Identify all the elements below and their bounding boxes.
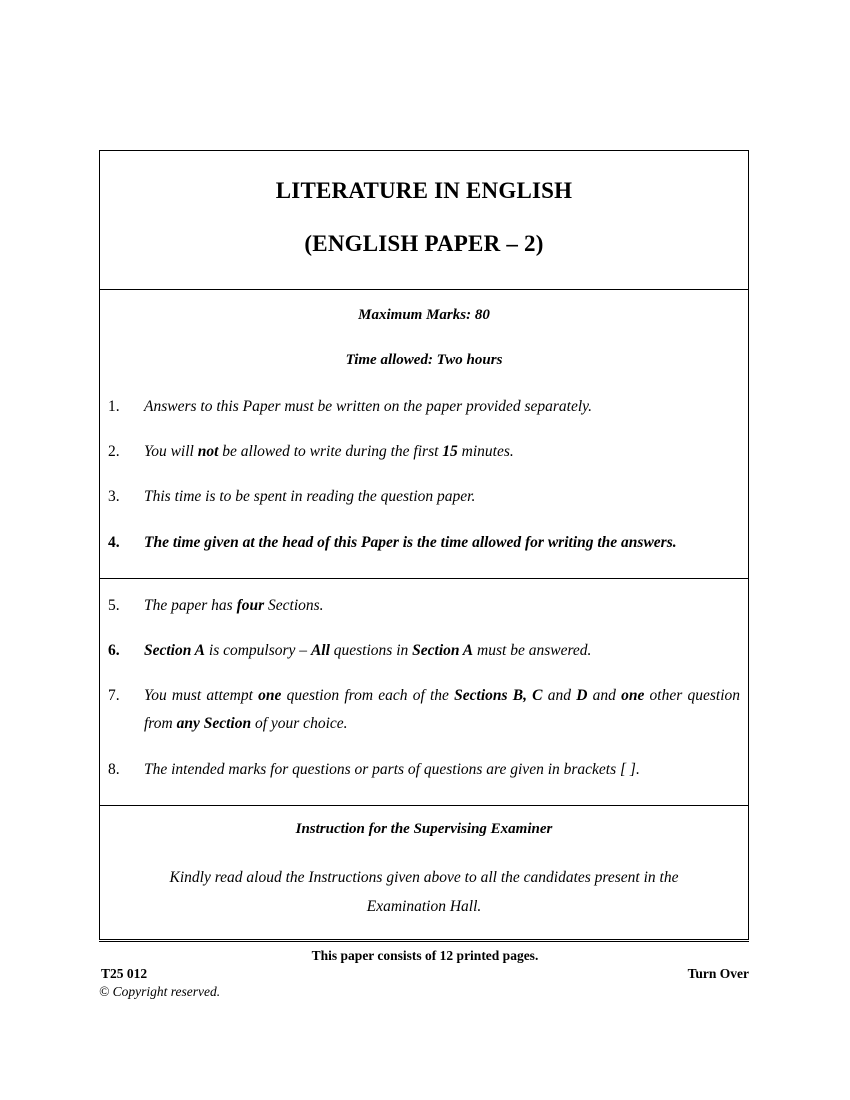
instruction-number: 6. (108, 642, 120, 659)
instruction-text: You will not be allowed to write during the first 15 minutes. (144, 443, 514, 460)
supervisor-section (100, 805, 748, 941)
instruction-number: 7. (108, 687, 120, 704)
instruction-number: 4. (108, 534, 120, 551)
instruction-text: The paper has four Sections. (144, 597, 324, 614)
paper-title: LITERATURE IN ENGLISH (275, 178, 573, 203)
maximum-marks: Maximum Marks: 80 (358, 307, 490, 323)
instruction-number: 8. (108, 761, 120, 778)
supervisor-instruction: Kindly read aloud the Instructions given above to all the candidates present in the Examination Hall. (169, 869, 679, 915)
instruction-text: The intended marks for questions or parts of questions are given in brackets [ ]. (144, 761, 640, 778)
instruction-text: You must attempt one question from each of the Sections B, C and D and one other question from any Section of your choice. (144, 687, 741, 732)
section-instructions (100, 578, 748, 806)
footer-rule (99, 941, 749, 942)
supervisor-heading: Instruction for the Supervising Examiner (295, 821, 553, 837)
instruction-text: Section A is compulsory – All questions in Section A must be answered. (144, 642, 592, 659)
title-section (100, 151, 748, 290)
copyright-notice: © Copyright reserved. (99, 984, 221, 999)
paper-code: T25 012 (101, 966, 148, 981)
instruction-text: The time given at the head of this Paper is the time allowed for writing the answers. (144, 534, 677, 551)
instruction-number: 5. (108, 597, 120, 614)
instruction-number: 2. (108, 443, 120, 460)
instruction-number: 1. (108, 398, 120, 415)
paper-subtitle: (ENGLISH PAPER – 2) (304, 231, 544, 256)
instruction-text: This time is to be spent in reading the question paper. (144, 488, 476, 505)
turn-over-note: Turn Over (687, 966, 749, 981)
time-allowed: Time allowed: Two hours (345, 352, 503, 368)
instruction-number: 3. (108, 488, 120, 505)
general-instructions-section (100, 289, 748, 579)
instructions-frame (99, 150, 749, 940)
pages-note: This paper consists of 12 printed pages. (311, 948, 539, 963)
instruction-text: Answers to this Paper must be written on the paper provided separately. (144, 398, 593, 415)
